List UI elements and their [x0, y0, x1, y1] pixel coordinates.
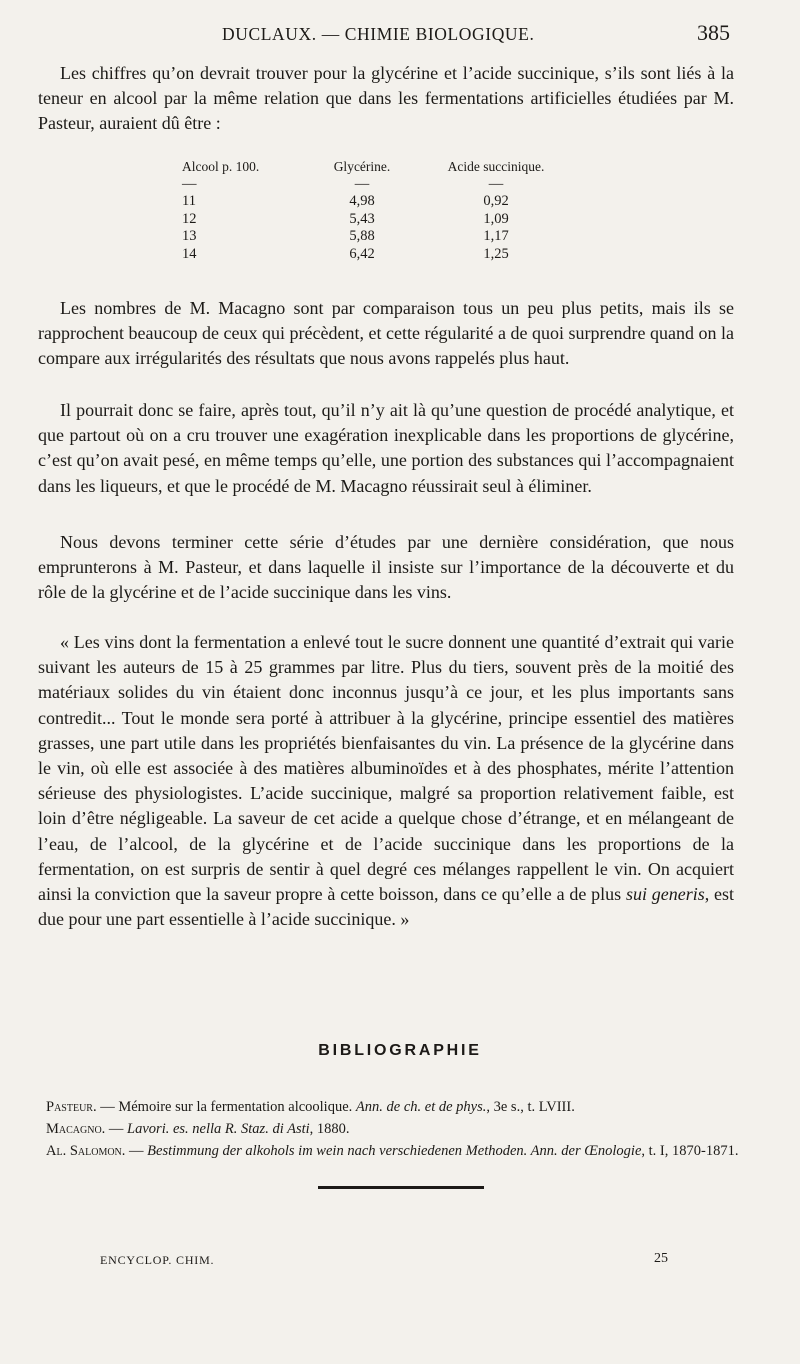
entry-tail: , 1880.	[309, 1121, 350, 1137]
table-cell: 1,09	[483, 210, 509, 227]
bibliography-list	[46, 1096, 740, 1162]
table-row	[170, 193, 566, 211]
bibliography-title: BIBLIOGRAPHIE	[318, 1042, 482, 1059]
table-dash: —	[354, 176, 370, 193]
section-rule	[318, 1186, 484, 1189]
table-row	[170, 211, 566, 229]
table-row	[170, 246, 566, 264]
table-cell: 5,88	[349, 228, 375, 245]
entry-text: —	[105, 1121, 128, 1137]
table-header-cell: Alcool p. 100.	[182, 158, 260, 174]
paragraph-quotation	[38, 630, 734, 932]
page-number: 385	[697, 20, 730, 45]
data-table	[170, 158, 566, 263]
entry-author: Pasteur.	[46, 1099, 97, 1115]
quotation-text: « Les vins dont la fermentation a enlevé tout le sucre donnent une quantité d’extrait qui varie suivant les auteurs de 15 à 25 grammes par litre. Plus du tiers, souvent près de la moitié des matériaux solides du vin étaient donc inconnus jusqu’à ce jour, et les plus importants sans contredit... Tout le monde sera porté à attribuer à la glycérine, principe essentiel des matières grasses, une part utile dans les propriétés bienfaisantes du vin. La présence de la glycérine dans le vin, où elle est associée à des matières albuminoïdes et à des phosphates, mérite l’attention sérieuse des physiologistes. L’acide succinique, malgré sa proportion relativement faible, est loin d’être négligeable. La saveur de cet acide a quelque chose d’étrange, et en mélangeant de l’eau, de l’alcool, de la glycérine et de l’acide succinique dans les proportions de la fermentation, on est surpris de sentir à quel degré ces mélanges rappellent le vin. On acquiert ainsi la conviction que la saveur propre à cette boisson, dans ce qu’elle a de plus	[38, 632, 734, 905]
entry-italic: Lavori. es. nella R. Staz. di Asti	[127, 1121, 310, 1137]
table-cell: 11	[182, 193, 196, 210]
table-header-cell: Acide succinique.	[447, 158, 545, 174]
table-cell: 14	[182, 245, 197, 262]
table-cell: 1,25	[483, 245, 509, 262]
table-row	[170, 228, 566, 246]
entry-tail: , t. I, 1870-1871.	[641, 1143, 739, 1159]
table-cell: 0,92	[483, 193, 509, 210]
entry-text: —	[125, 1143, 148, 1159]
entry-italic: Ann. de ch. et de phys.	[355, 1099, 487, 1115]
entry-tail: , 3e s., t. LVIII.	[486, 1099, 575, 1115]
table-cell: 13	[182, 228, 197, 245]
entry-italic: Bestimmung der alkohols im wein nach verschiedenen Methoden. Ann. der Œnologie	[147, 1143, 642, 1159]
table-cell: 6,42	[349, 245, 375, 262]
paragraph-intro: Les chiffres qu’on devrait trouver pour la glycérine et l’acide succinique, s’ils sont liés à la teneur en alcool par la même relation que dans les fermentations artificielles étudiées par M. Pasteur, auraient dû être :	[38, 63, 734, 134]
quotation-italic: sui generis	[625, 884, 705, 905]
bibliography-entry	[46, 1140, 740, 1162]
table-cell: 1,17	[483, 228, 509, 245]
table-dash-row	[170, 176, 566, 194]
entry-author: Macagno.	[46, 1121, 106, 1137]
paragraph-conclusion: Nous devons terminer cette série d’études par une dernière considération, que nous emprunterons à M. Pasteur, et dans laquelle il insiste sur l’importance de la découverte et du rôle de la glycérine et de l’acide succinique dans les vins.	[38, 532, 734, 603]
quotation-tail: , est due pour une part essentielle à l’acide succinique. »	[38, 884, 735, 930]
footer-signature: ENCYCLOP. CHIM.	[100, 1253, 215, 1267]
table-cell: 5,43	[349, 210, 375, 227]
table-cell: 12	[182, 210, 197, 227]
table-header-cell: Glycérine.	[333, 158, 391, 174]
paragraph-analytic: Il pourrait donc se faire, après tout, qu’il n’y ait là qu’une question de procédé analytique, et que partout où on a cru trouver une exagération inexplicable dans les proportions de glycérine, c’est qu’on avait pesé, en même temps qu’elle, une portion des substances qui l’accompagnaient dans les liqueurs, et que le procédé de M. Macagno réussirait seul à éliminer.	[38, 400, 734, 496]
table-header-row	[170, 158, 566, 176]
entry-author: Al. Salomon.	[46, 1143, 126, 1159]
running-title: DUCLAUX. — CHIMIE BIOLOGIQUE.	[222, 24, 535, 44]
footer-sheet-number: 25	[654, 1251, 668, 1266]
table-cell: 4,98	[349, 193, 375, 210]
running-head	[0, 20, 800, 50]
entry-text: — Mémoire sur la fermentation alcoolique.	[96, 1099, 356, 1115]
bibliography-entry	[46, 1096, 740, 1118]
table-dash: —	[488, 176, 504, 193]
bibliography-entry	[46, 1118, 740, 1140]
table-dash: —	[182, 176, 197, 193]
paragraph-macagno: Les nombres de M. Macagno sont par comparaison tous un peu plus petits, mais ils se rapprochent beaucoup de ceux qui précèdent, et cette régularité a de quoi surprendre quand on la compare aux irrégularités des résultats que nous avons rappelés plus haut.	[38, 298, 734, 369]
